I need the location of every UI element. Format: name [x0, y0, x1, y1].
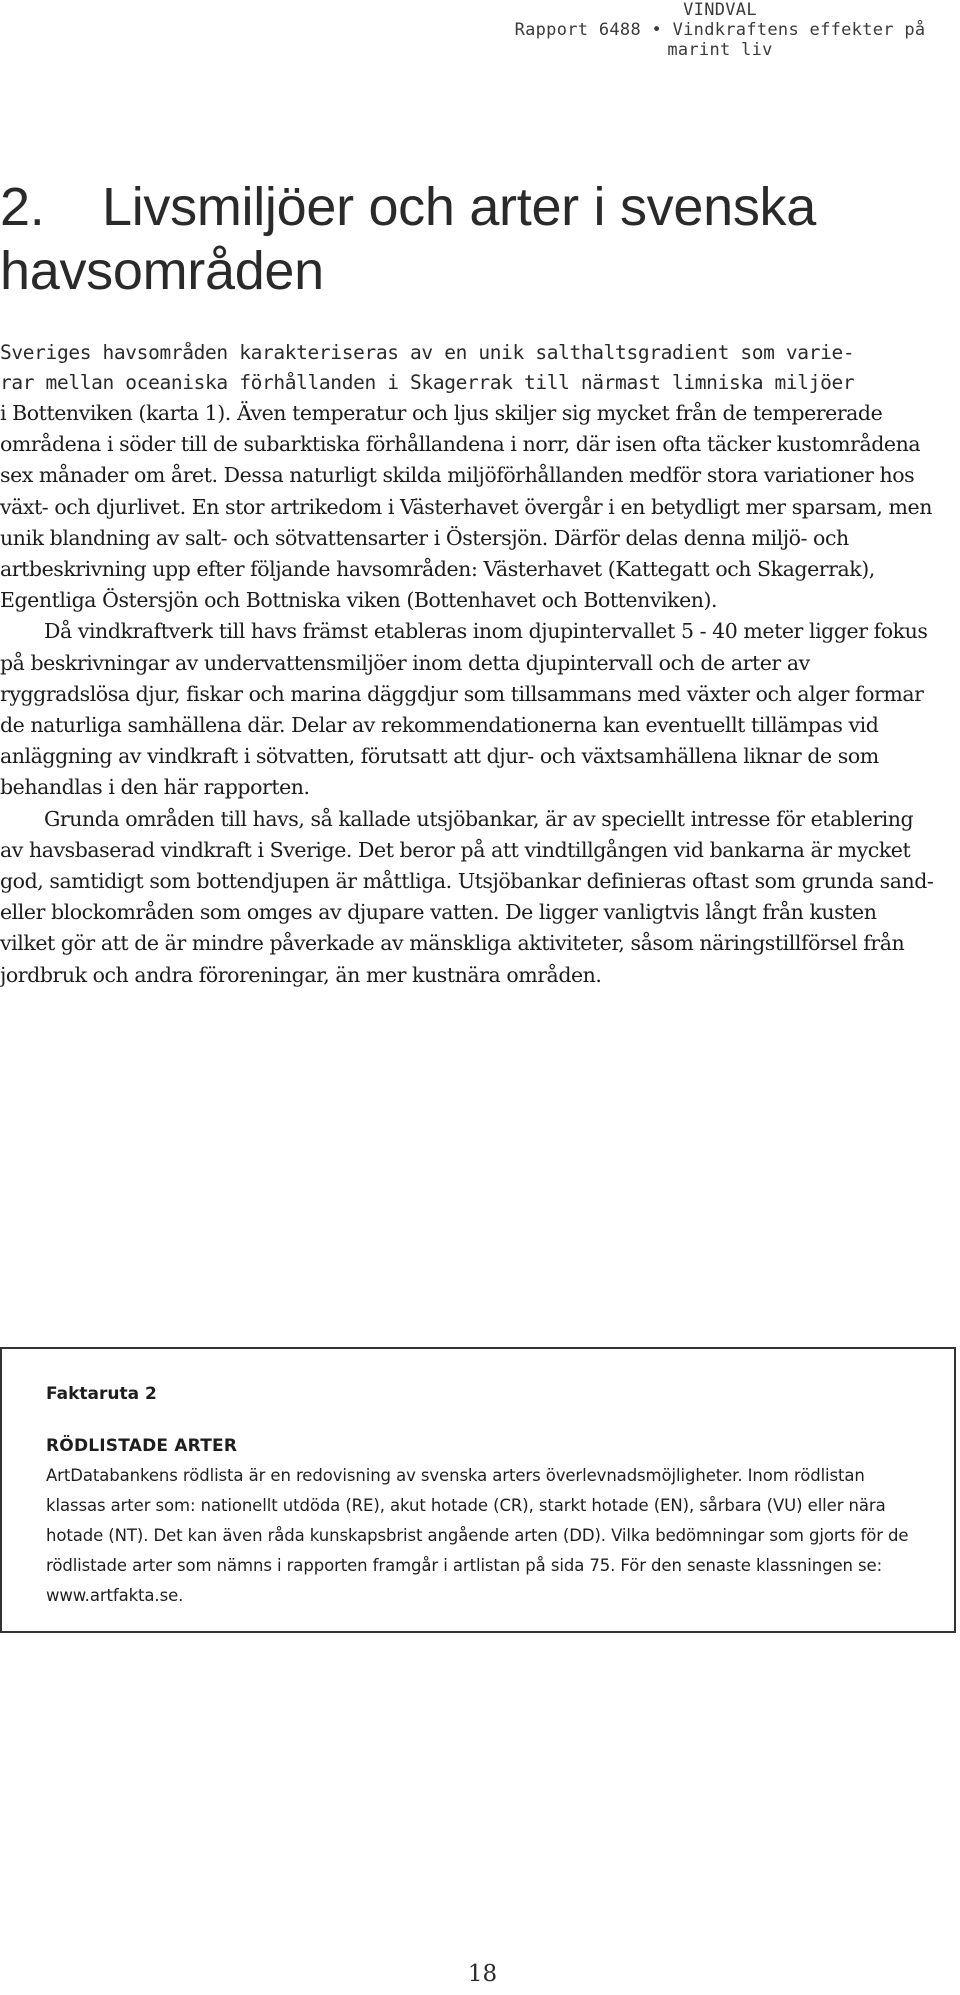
chapter-title-line2: havsområden: [0, 241, 324, 301]
lead-paragraph: [0, 338, 940, 398]
factbox-heading: RÖDLISTADE ARTER: [46, 1436, 238, 1456]
factbox: [0, 1347, 956, 1633]
chapter-title-line1: Livsmiljöer och arter i svenska: [102, 177, 816, 237]
running-header: [0, 0, 960, 60]
paragraph-2: Då vindkraftverk till havs främst etableras inom djupintervallet 5 - 40 meter ligger fokus på beskrivningar av undervattensmiljöer inom detta djupintervall och de arter av ryggradslösa djur, fiskar och marina däggdjur som tillsammans med växter och alger formar de naturliga samhällena där. Delar av rekommendationerna kan eventuellt tillämpas vid anläggning av vindkraft i sötvatten, förutsatt att djur- och växtsamhällena liknar de som behandlas i den här rapporten.: [0, 619, 928, 800]
report-title: Rapport 6488 • Vindkraftens effekter på marint liv: [514, 20, 926, 60]
page-number: 18: [467, 1961, 498, 1987]
lead-line2: rar mellan oceaniska förhållanden i Skagerrak till närmast limniska miljöer: [0, 371, 855, 394]
paragraph-1-continued: i Bottenviken (karta 1). Även temperatur och ljus skiljer sig mycket från de tempererade områdena i söder till de subarktiska förhållandena i norr, där isen ofta täcker kustområdena sex månader om året. Dessa naturligt skilda miljöförhållanden medför stora variationer hos växt- och djurlivet. En stor artrikedom i Västerhavet övergår i en betydligt mer sparsam, men unik blandning av salt- och sötvattensarter i Östersjön. Därför delas denna miljö- och artbeskrivning upp efter följande havsområden: Västerhavet (Kattegatt och Skagerrak), Egentliga Östersjön och Bottniska viken (Bottenhavet och Bottenviken).: [0, 401, 932, 613]
chapter-number: 2.: [0, 177, 45, 237]
paragraph-3: Grunda områden till havs, så kallade utsjöbankar, är av speciellt intresse för etablering av havsbaserad vindkraft i Sverige. Det beror på att vindtillgången vid bankarna är mycket god, samtidigt som bottendjupen är måttliga. Utsjöbankar definieras oftast som grunda sand- eller blockområden som omges av djupare vatten. De ligger vanligtvis långt från kusten vilket gör att de är mindre påverkade av mänskliga aktiviteter, såsom näringstillförsel från jordbruk och andra föroreningar, än mer kustnära områden.: [0, 806, 934, 987]
chapter-title: [0, 175, 930, 303]
publisher-name: VINDVAL: [683, 0, 757, 20]
factbox-label: Faktaruta 2: [46, 1384, 157, 1404]
body-text: [0, 398, 936, 991]
factbox-text: ArtDatabankens rödlista är en redovisning av svenska arters överlevnadsmöjligheter. Inom rödlistan klassas arter som: nationellt utdöda (RE), akut hotade (CR), starkt hotade (EN), sårbara (VU) eller nära hotade (NT). Det kan även råda kunskapsbrist angående arten (DD). Vilka bedömningar som gjorts för de rödlistade arter som nämns i rapporten framgår i artlistan på sida 75. För den senaste klassningen se: www.artfakta.se.: [46, 1466, 909, 1605]
lead-line1: Sveriges havsområden karakteriseras av en unik salthaltsgradient som varie-: [0, 341, 855, 364]
